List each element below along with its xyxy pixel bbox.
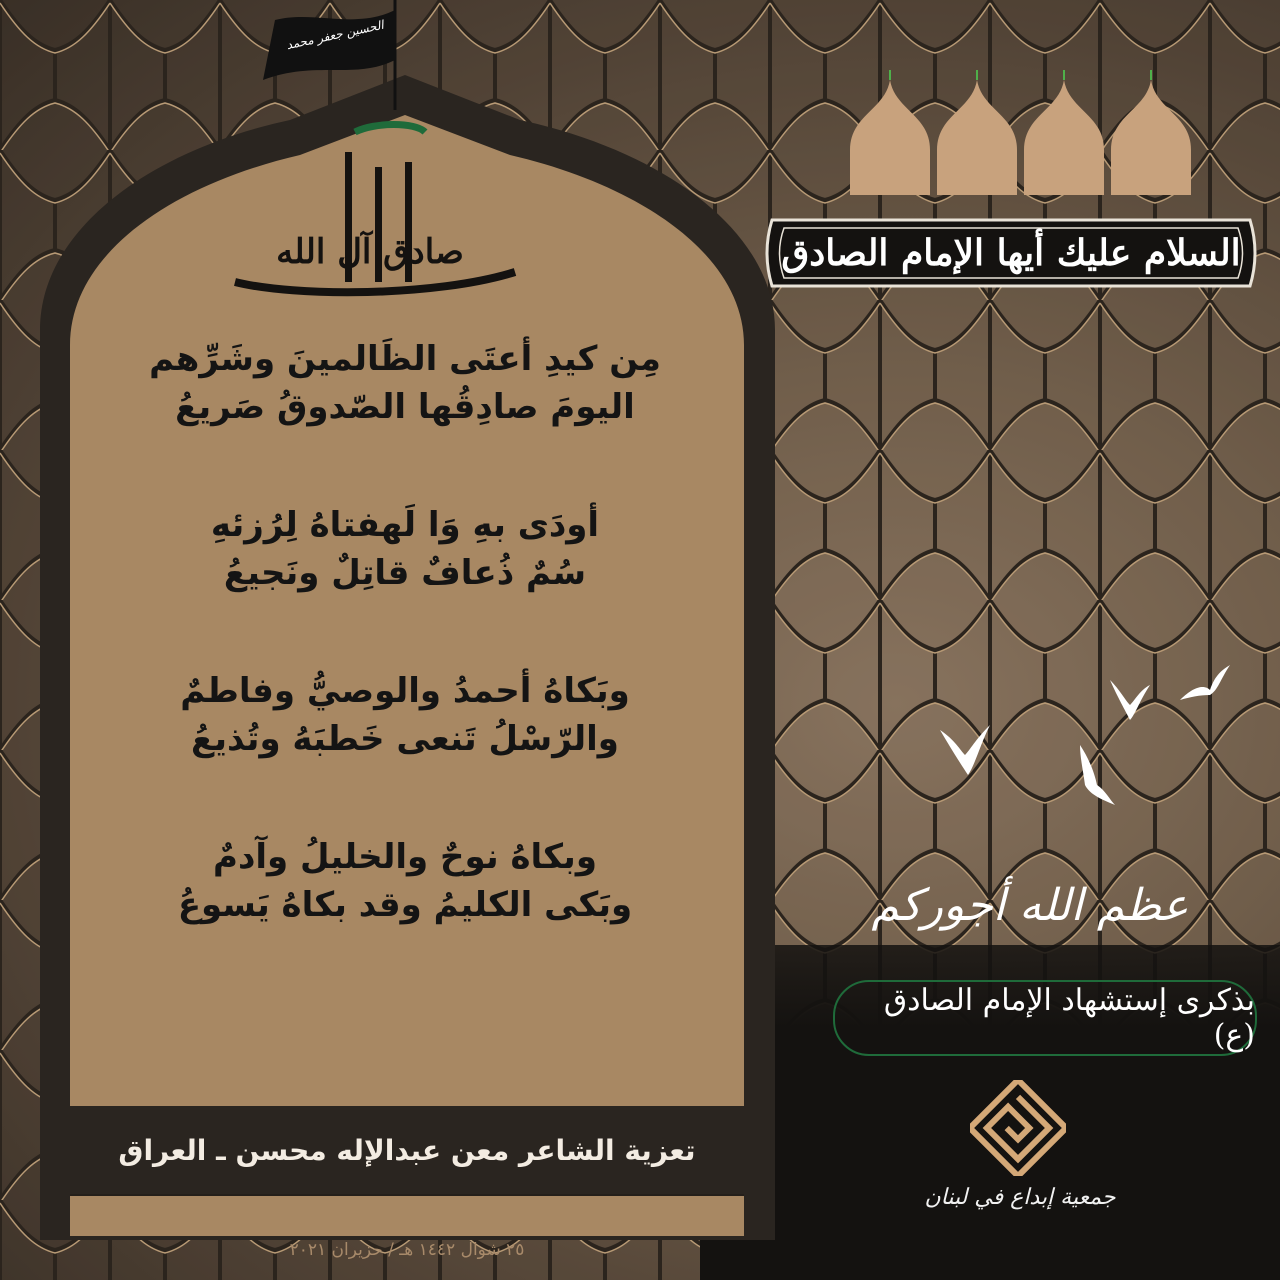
banner-text: السلام عليك أيها الإمام الصادق [781,232,1241,274]
bird-icon [1180,665,1230,705]
condolence-subtitle: بذكرى إستشهاد الإمام الصادق (ع) [883,983,1255,1053]
bird-icon [940,725,990,775]
poem-line: وبكاهُ نوحٌ والخليلُ وآدمٌ [213,837,597,877]
flag-text: الحسين جعفر محمد [285,17,385,53]
salutation-banner [762,210,1260,296]
credit-bar [70,1106,744,1194]
condolence-pill [833,980,1257,1056]
calligraphy-emblem [215,112,525,322]
poem-stanza [70,667,740,763]
bird-icon [1075,745,1115,805]
poem-line: مِن كيدِ أعتَى الظَالمينَ وشَرِّهم [149,339,661,379]
poem-line: وبَكى الكليمُ وقد بكاهُ يَسوعُ [177,885,633,925]
condolence-title: عظم الله أجوركم [871,880,1189,931]
credit-text: تعزية الشاعر معن عبدالإله محسن ـ العراق [118,1133,696,1167]
date-text: ٢٥ شوال ١٤٤٢ هـ / حزيران ٢٠٢١ [289,1240,525,1260]
poem-stanza [70,833,740,929]
shrine-domes [845,70,1195,205]
poem [70,335,740,1095]
kufic-logo-icon [970,1080,1066,1176]
organization-name: جمعية إبداع في لبنان [924,1185,1116,1210]
poem-line: أودَى بهِ وَا لَهفتاهُ لِرُزئهِ [210,505,600,545]
poem-line: اليومَ صادِقُها الصّدوقُ صَريعُ [175,387,635,427]
poem-line: والرّسْلُ تَنعى خَطبَهُ وتُذيعُ [191,719,619,759]
calligraphy-text: صادق آل الله [276,232,464,272]
bird-icon [1110,680,1150,720]
poem-line: وبَكاهُ أحمدُ والوصيُّ وفاطمٌ [180,671,630,711]
divider-bar [70,1194,744,1236]
poem-stanza [70,501,740,597]
poem-stanza [70,335,740,431]
poem-line: سُمٌ ذُعافٌ قاتِلٌ ونَجيعُ [223,553,587,593]
black-flag-icon [255,0,405,110]
